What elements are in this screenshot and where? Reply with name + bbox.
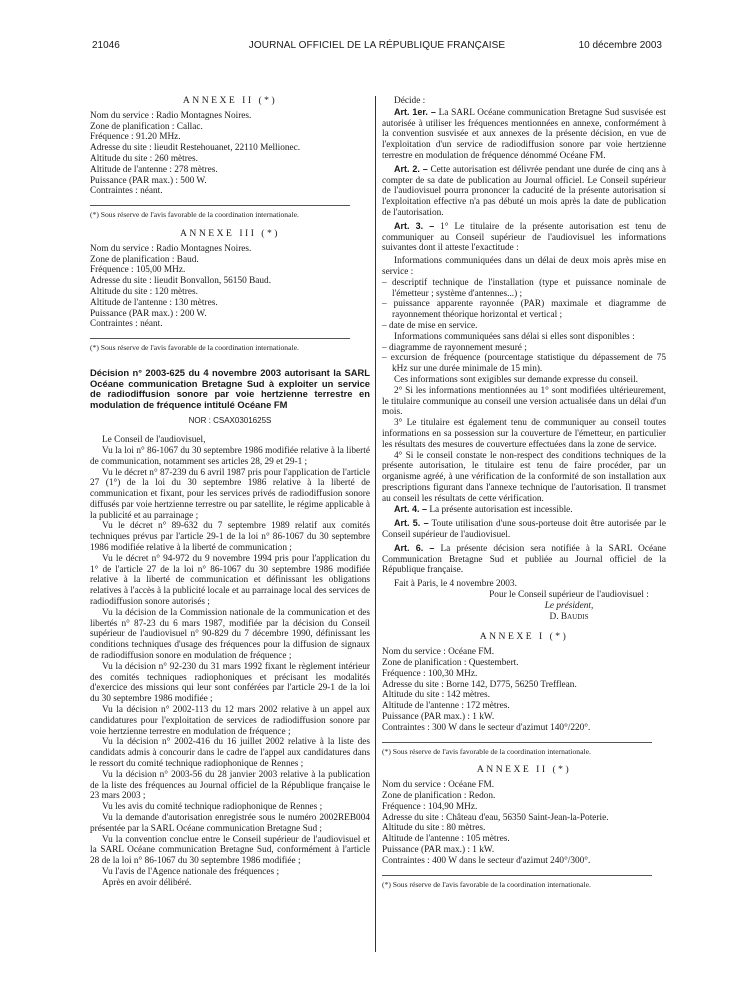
preamble-paragraph: Après en avoir délibéré. [102,877,192,888]
preamble-paragraph: Vu l'avis de l'Agence nationale des fréquences ; [102,866,280,877]
dash-item: – descriptif technique de l'installation (type et puissance nominale de l'émetteur ; système d'antennes...) ; [382,277,666,299]
preamble-paragraph: Vu la décision n° 2002-416 du 16 juillet 2002 relative à la liste des candidats admis à concourir dans le cadre de l'appel aux candidatures dans le ressort du comité technique radiophonique de Rennes ; [90,737,370,770]
annex-line: Zone de planification : Callac. [90,121,203,132]
preamble-paragraph: Vu le décret n° 87-239 du 6 avril 1987 pris pour l'application de l'article 27 (1°) de la loi du 30 septembre 1986 relative à la liberté de communication et fixant, pour les services privés de radiodiffusion sonore diffusés par voie hertzienne terrestre ou par satellite, le régime applicable à la publicité et au parrainage ; [90,467,370,521]
article-label: Art. 1er. – [394,106,436,117]
preamble-paragraph: Le Conseil de l'audiovisuel, [102,435,206,446]
annex-line: Fréquence : 100,30 MHz. [382,668,478,679]
dash-item: – diagramme de rayonnement mesuré ; [382,342,527,353]
annex-title: ANNEXE II (*) [476,764,572,776]
dash-item: – puissance apparente rayonnée (PAR) maximale et diagramme de rayonnement théorique horizontal et vertical ; [382,299,666,321]
decision-title: Décision n° 2003-625 du 4 novembre 2003 autorisant la SARL Océane communication Bretagne Sud à exploiter un service de radiodiffusion sonore par voie hertzienne terrestre en modulation de fréquence intitulé Océane FM [90,366,370,410]
annex-line: Altitude de l'antenne : 278 mètres. [90,164,218,175]
annex-lines [90,111,370,197]
preamble-paragraph: Vu la convention conclue entre le Conseil supérieur de l'audiovisuel et la SARL Océane communication Bretagne Sud, conformément à l'article 28 de la loi n° 86-1067 du 30 septembre 1986 modifiée ; [90,834,370,867]
left-column [90,96,370,889]
article-paragraph: 2° Si les informations mentionnées au 1° sont modifiées ultérieurement, le titulaire communique au conseil une version actualisée dans un délai d'un mois. [382,385,666,418]
annex-line: Zone de planification : Redon. [382,791,496,802]
annex-line: Nom du service : Radio Montagnes Noires. [90,110,252,121]
preamble-paragraph: Vu la décision de la Commission nationale de la communication et des libertés n° 87-23 du 6 mars 1987, modifiée par la décision du Conseil supérieur de l'audiovisuel n° 90-829 du 7 décembre 1990, définissant les conditions techniques d'usage des fréquences pour la diffusion de signaux de radiodiffusion sonore en modulation de fréquence ; [90,607,370,662]
article-3 [382,221,666,254]
preamble-paragraph: Vu la loi n° 86-1067 du 30 septembre 1986 modifiée relative à la liberté de communication, notamment ses articles 28, 29 et 29-1 ; [90,445,370,467]
article-1 [382,107,666,162]
article-text: La présente autorisation est incessible. [429,505,573,516]
page-header [0,40,754,54]
nor-reference: NOR : CSAX0301625S [188,416,272,426]
annex-line: Altitude de l'antenne : 172 mètres. [382,701,510,712]
annex-title: ANNEXE II (*) [182,95,278,106]
annex-line: Contraintes : néant. [90,186,163,197]
annex-title: ANNEXE III (*) [179,227,280,239]
annex-line: Adresse du site : Château d'eau, 56350 Saint-Jean-la-Poterie. [382,812,609,823]
preamble-paragraph: Vu la décision n° 2002-113 du 12 mars 2002 relative à un appel aux candidatures pour l'exploitation de services de radiodiffusion sonore par voie hertzienne terrestre en modulation de fréquence ; [90,705,370,737]
annex-line: Altitude du site : 260 mètres. [90,153,198,164]
annex-lines [382,647,666,733]
annex-footnote: (*) Sous réserve de l'avis favorable de la coordination internationale. [382,875,652,891]
annex-footnote: (*) Sous réserve de l'avis favorable de la coordination internationale. [90,205,350,221]
annex-line: Puissance (PAR max.) : 500 W. [90,175,207,186]
annex-lines [382,780,666,866]
annex-line: Zone de planification : Baud. [90,254,199,265]
column-divider [375,96,376,952]
annex-line: Contraintes : 400 W dans le secteur d'azimut 240°/300°. [382,855,591,866]
signature-name: D. Baudis [549,611,589,622]
article-text: Cette autorisation est délivrée pendant une durée de cinq ans à compter de sa date de publication au Journal officiel. Le Conseil supérieur de l'audiovisuel pourra prononcer la caducité de la présente autorisation si l'exploitation effective n'a pas débuté un mois après la date de publication de l'autorisation. [382,164,667,218]
signature-authority: Pour le Conseil supérieur de l'audiovisuel : [489,590,649,601]
right-column [382,96,666,890]
annex-line: Altitude du site : 120 mètres. [90,286,198,297]
preamble-paragraph: Vu les avis du comité technique radiophonique de Rennes ; [102,802,323,813]
annex-line: Puissance (PAR max.) : 200 W. [90,308,207,319]
annex-line: Altitude de l'antenne : 130 mètres. [90,297,218,308]
article-paragraph: Ces informations sont exigibles sur demande expresse du conseil. [394,374,638,385]
annex-line: Adresse du site : lieudit Restehouanet, 22110 Mellionec. [90,143,301,154]
article-text: 1° Le titulaire de la présente autorisation est tenu de communiquer au Conseil supérieur de l'audiovisuel les informations suivantes dont il atteste l'exactitude : [382,221,667,254]
article-5 [382,518,666,541]
dash-item: – date de mise en service. [382,320,478,331]
annex-line: Puissance (PAR max.) : 1 kW. [382,845,495,855]
annex-line: Altitude du site : 80 mètres. [382,823,486,834]
article-2 [382,164,666,219]
annex-footnote: (*) Sous réserve de l'avis favorable de la coordination internationale. [90,338,350,354]
preamble-paragraph: Vu la décision n° 2003-56 du 28 janvier 2003 relative à la publication de la liste des fréquences au Journal officiel de la République française le 23 mars 2003 ; [90,769,370,802]
preamble-paragraph: Vu la décision n° 92-230 du 31 mars 1992 fixant le règlement intérieur des comités techniques radiophoniques et précisant les modalités d'exercice des missions qui leur sont conférées par l'article 29-1 de la loi du 30 septembre 1986 modifiée ; [90,661,370,705]
info-heading: Informations communiquées sans délai si elles sont disponibles : [394,331,635,342]
article-text: La SARL Océane communication Bretagne Sud susvisée est autorisée à utiliser les fréquences mentionnées en annexe, conformément à la convention susvisée et aux annexes de la présente décision, en vue de l'exploitation d'un service de radiodiffusion sonore par voie hertzienne terrestre en modulation de fréquence dénommé Océane FM. [382,107,666,161]
info-heading: Informations communiquées dans un délai de deux mois après mise en service : [382,256,666,277]
journal-title: JOURNAL OFFICIEL DE LA RÉPUBLIQUE FRANÇAISE [248,40,506,51]
article-paragraph: 3° Le titulaire est également tenu de communiquer au conseil toutes informations en sa possession sur la couverture de l'émetteur, en particulier les résultats des mesures de couverture effectuées dans la zone de service. [382,418,666,450]
article-label: Art. 5. – [394,518,429,529]
article-text: La présente décision sera notifiée à la SARL Océane Communication Bretagne Sud et publiée au Journal officiel de la République française. [382,543,667,576]
article-paragraph: 4° Si le conseil constate le non-respect des conditions techniques de la présente autorisation, le titulaire est tenu de faire procéder, par un organisme agréé, à une vérification de la conformité de son installation aux prescriptions figurant dans l'annexe technique de l'autorisation. Il transmet au conseil les résultats de cette vérification. [382,450,666,504]
article-label: Art. 3. – [394,220,435,231]
annex-line: Nom du service : Radio Montagnes Noires. [90,243,252,254]
preamble-paragraph: Vu le décret n° 94-972 du 9 novembre 1994 pris pour l'application du 1° de l'article 27 de la loi n° 86-1067 du 30 septembre 1986 modifiée relative à la liberté de communication et définissant les obligations relatives à l'accès à la publicité locale et au parrainage local des services de radiodiffusion sonore autorisés ; [90,553,370,608]
article-6 [382,543,666,576]
preamble-paragraph: Vu le décret n° 89-632 du 7 septembre 1989 relatif aux comités techniques prévus par l'article 29-1 de la loi n° 86-1067 du 30 septembre 1986 modifiée relative à la liberté de communication ; [90,521,370,554]
annex-line: Contraintes : 300 W dans le secteur d'azimut 140°/220°. [382,722,591,733]
issue-date: 10 décembre 2003 [578,40,662,51]
annex-line: Contraintes : néant. [90,319,163,330]
decide-heading: Décide : [394,96,426,106]
annex-line: Fréquence : 104,90 MHz. [382,801,478,812]
signature-place-date: Fait à Paris, le 4 novembre 2003. [394,579,517,590]
article-label: Art. 2. – [394,163,428,174]
annex-line: Fréquence : 91.20 MHz. [90,132,181,143]
preamble-paragraph: Vu la demande d'autorisation enregistrée sous le numéro 2002REB004 présentée par la SARL Océane communication Bretagne Sud ; [90,813,370,834]
annex-title: ANNEXE I (*) [479,631,569,643]
dash-item: – excursion de fréquence (pourcentage statistique du dépassement de 75 kHz sur une durée minimale de 15 min). [382,353,666,375]
annex-line: Adresse du site : lieudit Bonvallon, 56150 Baud. [90,276,272,287]
article-text: Toute utilisation d'une sous-porteuse doit être autorisée par le Conseil supérieur de l'audiovisuel. [382,519,667,541]
annex-footnote: (*) Sous réserve de l'avis favorable de la coordination internationale. [382,742,652,758]
article-label: Art. 6. – [394,542,435,553]
annex-line: Altitude de l'antenne : 105 mètres. [382,834,510,845]
article-4 [382,504,666,516]
page-number: 21046 [92,40,120,51]
annex-lines [90,244,370,330]
article-label: Art. 4. – [394,504,428,515]
signature-title: Le président, [544,600,594,611]
annex-line: Altitude du site : 142 mètres. [382,690,490,701]
annex-line: Nom du service : Océane FM. [382,647,495,658]
annex-line: Nom du service : Océane FM. [382,780,495,791]
annex-line: Puissance (PAR max.) : 1 kW. [382,712,495,723]
annex-line: Fréquence : 105,00 MHz. [90,265,186,276]
annex-line: Zone de planification : Questembert. [382,658,519,669]
annex-line: Adresse du site : Borne 142, D775, 56250 Trefflean. [382,679,577,690]
